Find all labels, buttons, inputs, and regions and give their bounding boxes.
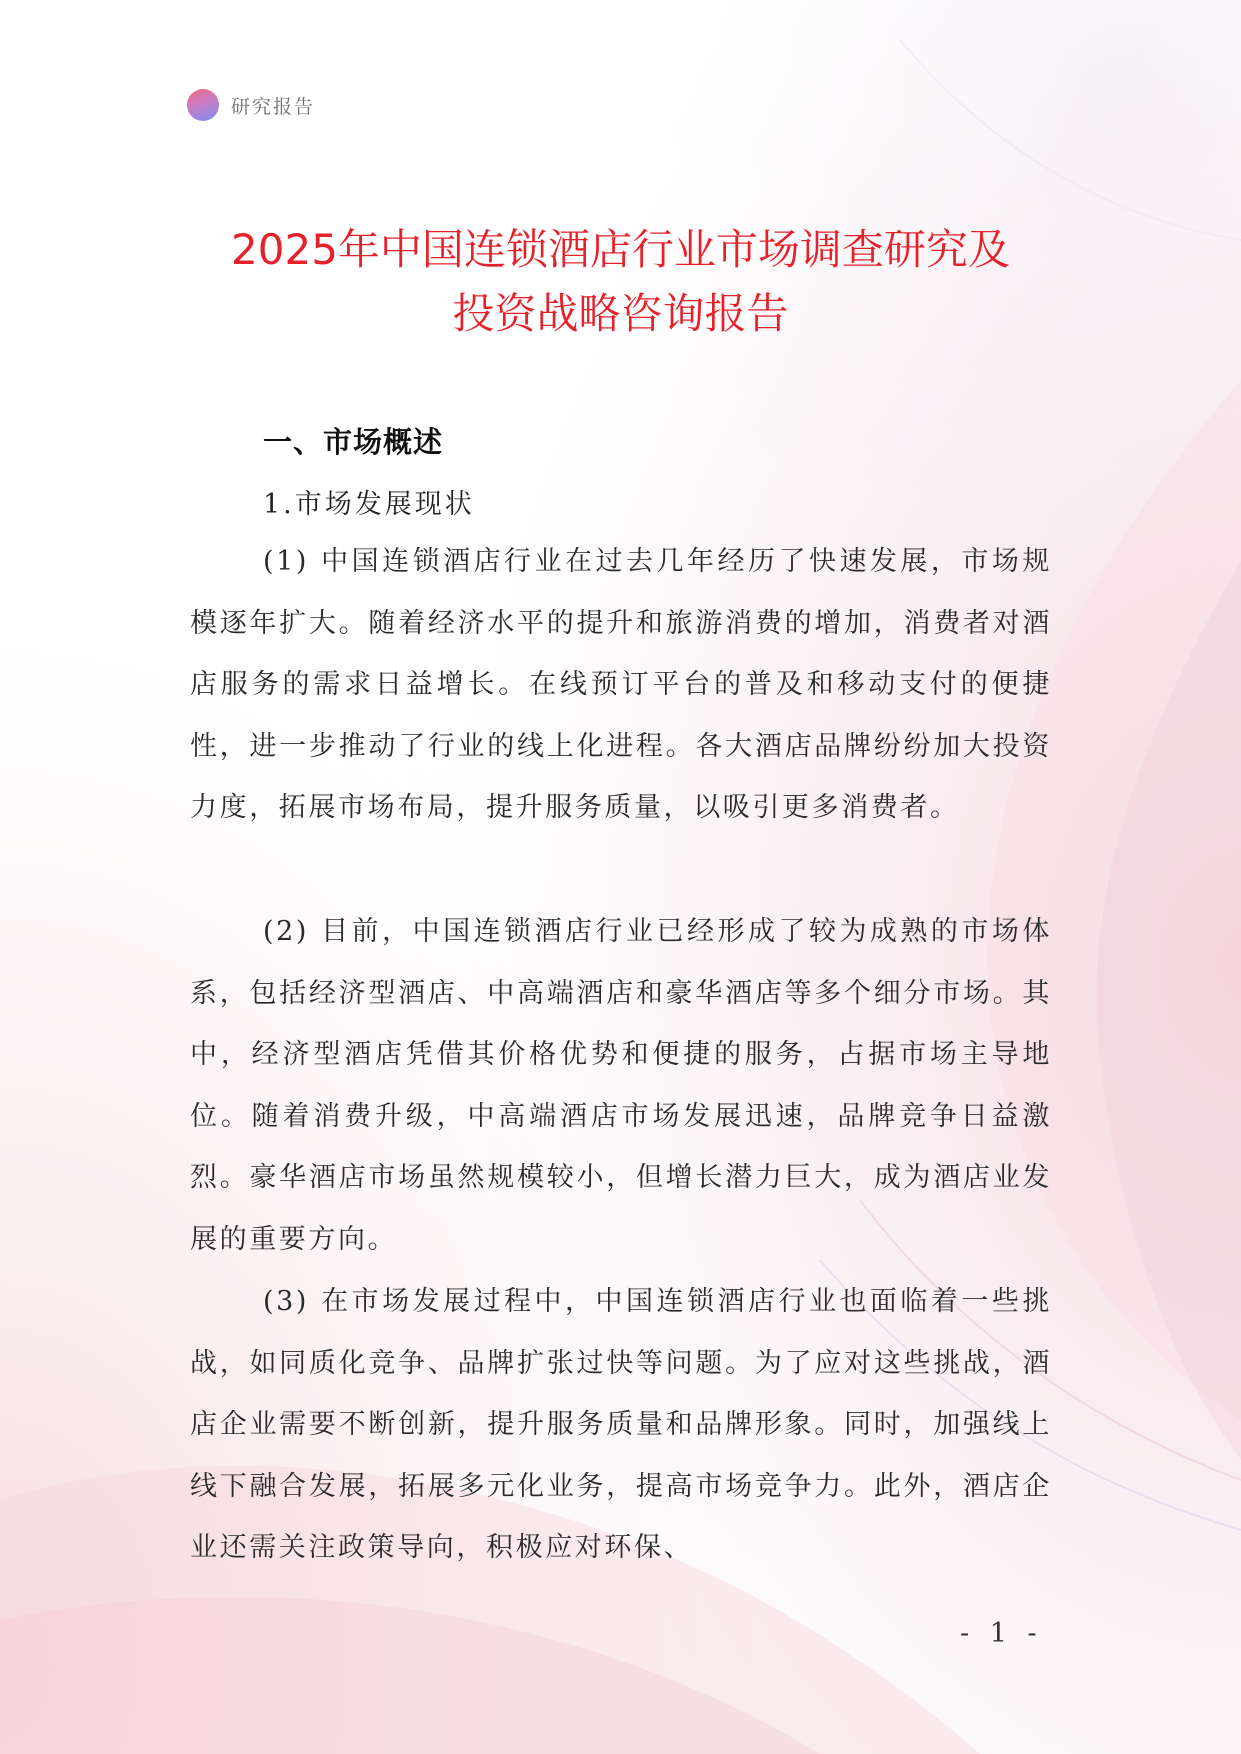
page-number: - 1 - — [960, 1618, 1043, 1649]
header-label: 研究报告 — [231, 95, 316, 118]
gradient-circle-logo-icon — [187, 89, 219, 121]
section-heading: 一、市场概述 — [263, 425, 444, 459]
sub-heading: 1.市场发展现状 — [263, 489, 475, 520]
title-line-2: 投资战略咨询报告 — [452, 289, 789, 338]
paragraph-2: (2) 目前，中国连锁酒店行业已经形成了较为成熟的市场体系，包括经济型酒店、中高端酒店和豪华酒店等多个细分市场。其中，经济型酒店凭借其价格优势和便捷的服务，占据市场主导地位。随着消费升级，中高端酒店市场发展迅速，品牌竞争日益激烈。豪华酒店市场虽然规模较小，但增长潜力巨大，成为酒店业发展的重要方向。 — [190, 916, 1052, 1255]
title-line-1: 2025年中国连锁酒店行业市场调查研究及 — [231, 225, 1010, 274]
paragraph-1: (1) 中国连锁酒店行业在过去几年经历了快速发展，市场规模逐年扩大。随着经济水平的提升和旅游消费的增加，消费者对酒店服务的需求日益增长。在线预订平台的普及和移动支付的便捷性，进一步推动了行业的线上化进程。各大酒店品牌纷纷加大投资力度，拓展市场布局，提升服务质量，以吸引更多消费者。 — [190, 546, 1052, 824]
report-header — [187, 88, 315, 122]
paragraph-3: (3) 在市场发展过程中，中国连锁酒店行业也面临着一些挑战，如同质化竞争、品牌扩张过快等问题。为了应对这些挑战，酒店企业需要不断创新，提升服务质量和品牌形象。同时，加强线上线下融合发展，拓展多元化业务，提高市场竞争力。此外，酒店企业还需关注政策导向，积极应对环保、 — [190, 1286, 1052, 1564]
report-title — [120, 218, 1121, 346]
